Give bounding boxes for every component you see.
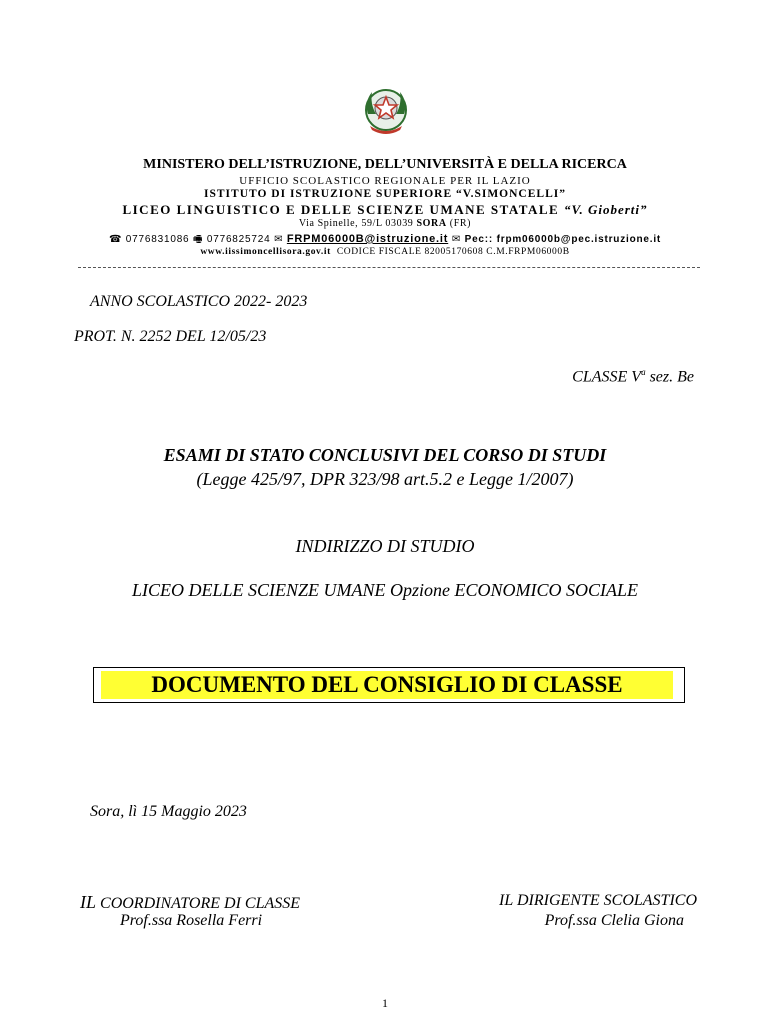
fiscal-code: CODICE FISCALE 82005170608 C.M.FRPM06000B [336,247,570,257]
pec-address: : frpm06000b@pec.istruzione.it [488,234,662,245]
liceo-line [0,202,770,218]
address-street: Via Spinelle, 59/L 03039 [298,218,417,229]
address-city: SORA [416,218,447,229]
pec-label: Pec: [464,234,489,245]
ministry-heading: MINISTERO DELL’ISTRUZIONE, DELL’UNIVERSITÀ E DELLA RICERCA [143,157,627,172]
exam-law: (Legge 425/97, DPR 323/98 art.5.2 e Legge 1/2007) [196,469,574,489]
institute-line: ISTITUTO DI ISTRUZIONE SUPERIORE “V.SIMONCELLI” [204,188,566,200]
fax-number: 0776825724 [206,234,271,245]
coordinator-role [80,892,300,913]
address-line [0,218,770,229]
place-date: Sora, lì 15 Maggio 2023 [90,803,247,820]
email-link[interactable]: FRPM06000B@istruzione.it [286,233,449,245]
document-title: DOCUMENTO DEL CONSIGLIO DI CLASSE [101,671,673,699]
address-province: (FR) [446,218,472,229]
office-line: UFFICIO SCOLASTICO REGIONALE PER IL LAZIO [239,175,531,187]
class-superscript: a [641,367,646,377]
class-label: CLASSE V [572,368,642,386]
phone-number: 0776831086 [125,234,190,245]
class-section [572,367,694,386]
coordinator-title: COORDINATORE DI CLASSE [96,895,301,912]
website-link[interactable]: www.iissimoncellisora.gov.it [200,247,331,257]
principal-role: IL DIRIGENTE SCOLASTICO [499,892,697,909]
exam-title: ESAMI DI STATO CONCLUSIVI DEL CORSO DI STUDI [163,445,607,465]
indirizzo-label: INDIRIZZO DI STUDIO [295,536,475,556]
liceo-name: “V. Gioberti” [563,202,648,217]
web-fiscal-line [0,247,770,257]
page-number: 1 [382,996,388,1010]
school-year: ANNO SCOLASTICO 2022- 2023 [90,293,308,310]
fax-icon: 🖷 [193,234,204,245]
italian-republic-emblem-icon [358,84,414,140]
coordinator-name: Prof.ssa Rosella Ferri [120,912,263,929]
envelope-icon: ✉ [274,234,284,245]
principal-name: Prof.ssa Clelia Giona [544,912,684,929]
header-separator [78,267,700,268]
protocol-number: PROT. N. 2252 DEL 12/05/23 [74,328,267,345]
liceo-type: LICEO LINGUISTICO E DELLE SCIENZE UMANE STATALE [122,202,560,217]
class-sez: sez. Be [645,368,694,386]
coordinator-il: IL [80,892,97,912]
indirizzo-value: LICEO DELLE SCIENZE UMANE Opzione ECONOMICO SOCIALE [131,580,638,600]
envelope-icon: ✉ [451,234,461,245]
phone-icon: ☎ [108,234,123,245]
